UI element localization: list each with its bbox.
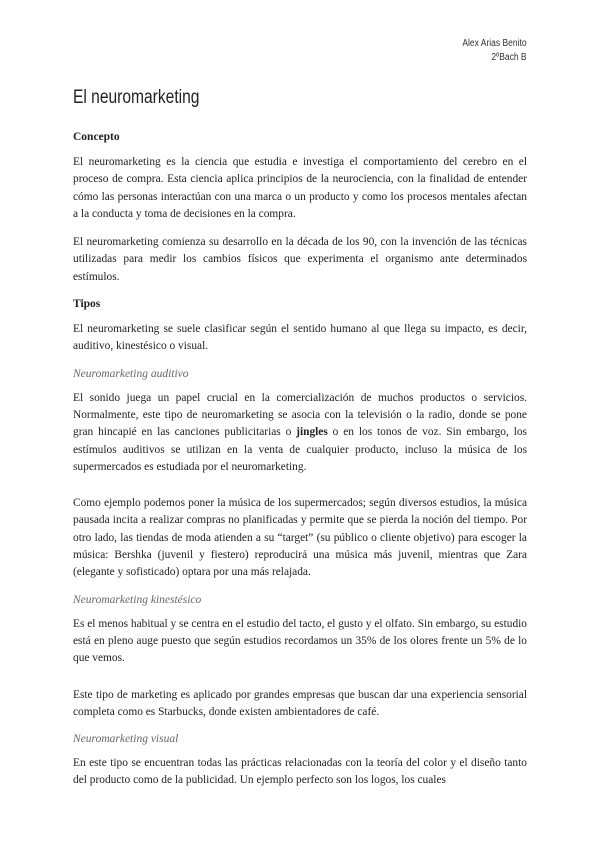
text-run: El sonido juega un papel crucial en la comercialización de muchos productos o servicios. Normalmente, este tipo de neuromarketing se asocia con la televisión o la radio, donde se pone gran hincapié en las canciones publicitarias o: [73, 391, 527, 439]
paragraph: Este tipo de marketing es aplicado por grandes empresas que buscan dar una experiencia sensorial completa como es Starbucks, donde existen ambientadores de café.: [73, 688, 527, 718]
paragraph: El neuromarketing es la ciencia que estudia e investiga el comportamiento del cerebro en el proceso de compra. Esta ciencia aplica principios de la neurociencia, con la finalidad de entender cómo las personas interactúan con una marca o un producto y como los procesos mentales afectan a la conducta y toma de decisiones en la compra.: [73, 156, 527, 220]
paragraph: En este tipo se encuentran todas las prácticas relacionadas con la teoría del color y el diseño tanto del producto como de la publicidad. Un ejemplo perfecto son los logos, los cuales: [73, 757, 527, 787]
subsection-heading-kinestesico: Neuromarketing kinestésico: [73, 593, 202, 606]
paragraph: Es el menos habitual y se centra en el estudio del tacto, el gusto y el olfato. Sin embargo, su estudio está en pleno auge puesto que según estudios recordamos un 35% de los olores frente un 5% de lo que vemos.: [73, 617, 527, 665]
page-header: [463, 37, 527, 65]
section-heading-concepto: Concepto: [73, 131, 120, 143]
document-body: [73, 86, 527, 801]
paragraph: Como ejemplo podemos poner la música de los supermercados; según diversos estudios, la música pausada incita a realizar compras no planificadas y permite que se pierda la noción del tiempo. Por otro lado, las tiendas de moda atienden a su “target” (su público o cliente objetivo) para escoger la música: Bershka (juvenil y fiestero) reproducirá una música más juvenil, mientras que Zara (elegante y sofisticado) optara por una más relajada.: [73, 497, 527, 579]
course-label: 2ºBach B: [491, 52, 527, 63]
author-name: Alex Arias Benito: [462, 38, 527, 49]
paragraph: El neuromarketing se suele clasificar según el sentido humano al que llega su impacto, es decir, auditivo, kinestésico o visual.: [73, 323, 527, 353]
paragraph: El neuromarketing comienza su desarrollo en la década de los 90, con la invención de las técnicas utilizadas para medir los cambios físicos que experimenta el organismo ante determinados estímulos.: [73, 236, 527, 283]
section-heading-tipos: Tipos: [73, 298, 101, 311]
paragraph: [73, 390, 527, 476]
bold-term: jingles: [296, 426, 328, 439]
document-title: El neuromarketing: [73, 87, 200, 108]
text-run: o en los tonos de voz. Sin embargo, los estímulos auditivos se utilizan en la venta de cualquier producto, incluso la música de los supermercados es estudiada por el neuromarketing.: [73, 426, 527, 473]
subsection-heading-auditivo: Neuromarketing auditivo: [73, 367, 189, 380]
subsection-heading-visual: Neuromarketing visual: [73, 733, 179, 746]
